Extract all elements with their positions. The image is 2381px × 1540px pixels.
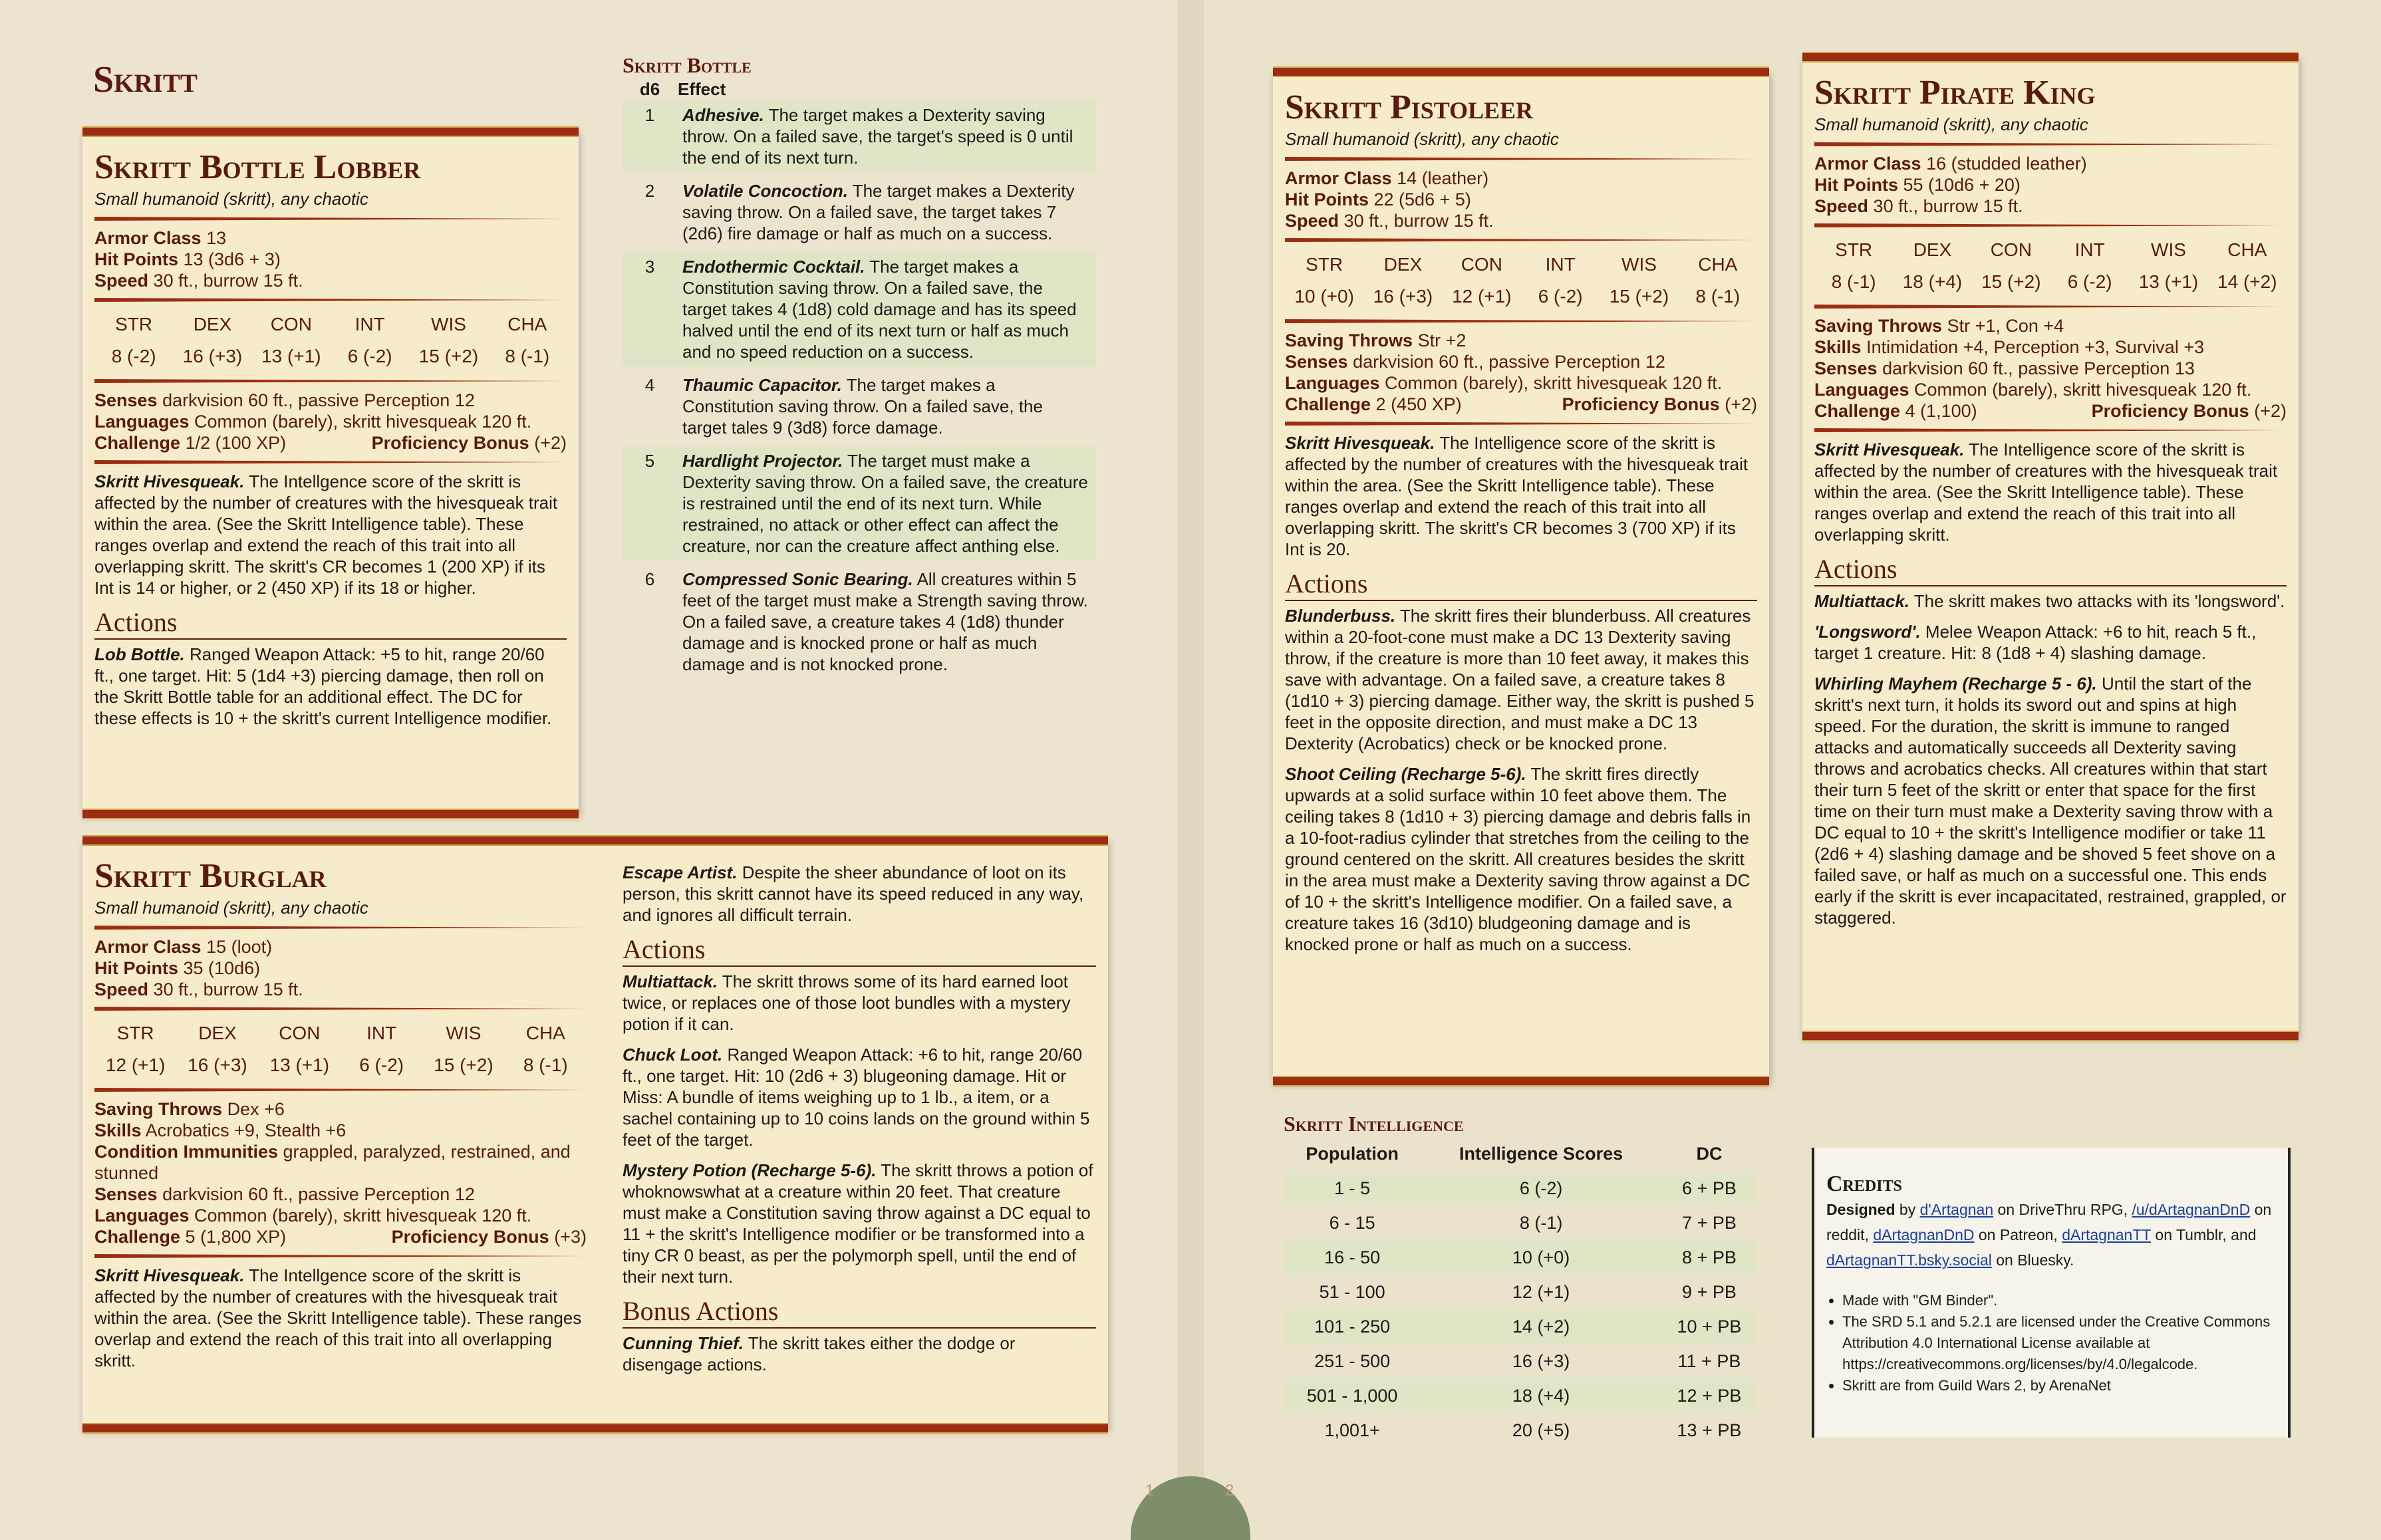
table-row: 16 - 50 10 (+0) 8 + PB xyxy=(1284,1240,1757,1275)
credit-bullet: • The SRD 5.1 and 5.2.1 are licensed under the Creative Commons Attribution 4.0 International License available at https://creativecommons.org/licenses/by/4.0/legalcode. xyxy=(1842,1311,2276,1375)
ability-scores: 8 (-2) 16 (+3) 13 (+1) 6 (-2) 15 (+2) 8 (-1) xyxy=(111,346,550,366)
monster-name: Skritt Bottle Lobber xyxy=(94,148,421,186)
statblock-burglar: Skritt Burglar Small humanoid (skritt), any chaotic Armor Class 15 (loot) Hit Points 35 (10d6) Speed 30 ft., burrow 15 ft. STR DEX CON INT WIS CHA 12 (+1) 16 (+3) 13 (+1) 6 (-2) 15 (+2) 8 (-1) Saving Throws Dex +6 Skills Acrobatics +9, Stealth +6 Condition Immunities grappled, paralyzed, restrained, and stunned Senses darkvision 60 ft., passive Perception 12 Languages Common (barely), skritt hivesqueak 120 ft. Challenge 5 (1,800 XP) Proficiency Bonus (+3) Skritt Hivesqueak. The Intellgence score of the skritt is affected by the number of creatures with the hivesqueak trait within the area. (See the Skritt Intelligence table). These ranges overlap and extend the reach of this trait into all overlapping skritt. Escape Artist. Despite the sheer abundance of loot on its person, this skritt cannot have its speed reduced in any way, and ignores all difficult terrain. Actions Multiattack. The skritt throws some of its hard earned loot twice, or replaces one of those loot bundles with a mystery potion if it can. Chuck Loot. Ranged Weapon Attack: +6 to hit, range 20/60 ft., one target. Hit: 10 (2d6 + 3) blugeoning damage. Hit or Miss: A bundle of items weighing up to 1 lb., a item, or a sachel containing up to 10 coins lands on the ground within 5 feet of the target. Mystery Potion (Recharge 5-6). The skritt throws a potion of whoknowswhat at a creature within 20 feet. That creature must make a Constitution saving throw against a DC equal to 11 + the skritt's Intelligence modifier or be transformed into a tiny CR 0 beast, as per the polymorph spell, until the end of their next turn. Bonus Actions Cunning Thief. The skritt takes either the dodge or disengage actions. xyxy=(82,839,1108,1430)
table-row: 4 Thaumic Capacitor. The target makes a Constitution saving throw. On a failed save, the target tales 9 (3d8) force damage. xyxy=(644,375,1043,438)
link-bluesky[interactable]: dArtagnanTT.bsky.social xyxy=(1826,1251,1992,1269)
table-row: 2 Volatile Concoction. The target makes a Dexterity saving throw. On a failed save, the target takes 7 (2d6) fire damage or half as much on a success. xyxy=(644,181,1075,243)
link-patreon[interactable]: dArtagnanDnD xyxy=(1873,1226,1975,1243)
statblock-pirate-king: Skritt Pirate King Small humanoid (skritt), any chaotic Armor Class 16 (studded leather) Hit Points 55 (10d6 + 20) Speed 30 ft., burrow 15 ft. STR DEX CON INT WIS CHA 8 (-1) 18 (+4) 15 (+2) 6 (-2) 13 (+1) 14 (+2) Saving Throws Str +1, Con +4 Skills Intimidation +4, Perception +3, Survival +3 Senses darkvision 60 ft., passive Perception 13 Languages Common (barely), skritt hivesqueak 120 ft. Challenge 4 (1,100) Proficiency Bonus (+2) Skritt Hivesqueak. The Intelligence score of the skritt is affected by the number of creatures with the hivesqueak trait within the area. (See the Skritt Intelligence table). These ranges overlap and extend the reach of this trait into all overlapping skritt. Actions Multiattack. The skritt makes two attacks with its 'longsword'. 'Longsword'. Melee Weapon Attack: +6 to hit, reach 5 ft., target 1 creature. Hit: 8 (1d8 + 4) slashing damage. Whirling Mayhem (Recharge 5 - 6). Until the start of the skritt's next turn, it holds its sword out and spins at high speed. For the duration, the skritt is immune to ranged attacks and automatically succeeds all Dexterity saving throws and acrobatics checks. All creatures within that start their turn 5 feet of the skritt or enter that space for the first time on their turn must make a Dexterity saving throw with a DC equal to 10 + the skritt's Intelligence modifier or take 11 (2d6 + 4) slashing damage and be shoved 5 feet shove on a failed save, or half as much on a successful one. This ends early if the skritt is ever incapacitated, restrained, grappled, or staggered. xyxy=(1802,56,2299,1037)
speed: 30 ft., burrow 15 ft. xyxy=(153,271,303,291)
statblock-pistoleer: Skritt Pistoleer Small humanoid (skritt), any chaotic Armor Class 14 (leather) Hit Points 22 (5d6 + 5) Speed 30 ft., burrow 15 ft. STR DEX CON INT WIS CHA 10 (+0) 16 (+3) 12 (+1) 6 (-2) 15 (+2) 8 (-1) Saving Throws Str +2 Senses darkvision 60 ft., passive Perception 12 Languages Common (barely), skritt hivesqueak 120 ft. Challenge 2 (450 XP) Proficiency Bonus (+2) Skritt Hivesqueak. The Intelligence score of the skritt is affected by the number of creatures with the hivesqueak trait within the area. (See the Skritt Intelligence table). These ranges overlap and extend the reach of this trait into all overlapping skritt. The skritt's CR becomes 3 (700 XP) if its Int is 20. Actions Blunderbuss. The skritt fires their blunderbuss. All creatures within a 20-foot-cone must make a DC 13 Dexterity saving throw, if the creature is more than 10 feet away, it makes this save with advantage. On a failed save, a creature takes 8 (1d10 + 3) piercing damage. Either way, the skritt is pushed 5 feet in the opposite direction, and must make a DC 13 Dexterity (Acrobatics) check or be knocked prone. Shoot Ceiling (Recharge 5-6). The skritt fires directly upwards at a solid surface within 10 feet above them. The ceiling takes 8 (1d10 + 3) piercing damage and debris falls in a 10-foot-radius cylinder that stretches from the ceiling to the ground centered on the skritt. All creatures besides the skritt in the area must make a Dexterity saving throw against a DC of 10 + the skritt's Intelligence modifier. On a failed save, a creature takes 16 (3d10) bludgeoning damage and is knocked prone or half as much on a success. xyxy=(1273,70,1769,1083)
monster-type: Small humanoid (skritt), any chaotic xyxy=(94,189,368,209)
link-reddit[interactable]: /u/dArtagnanDnD xyxy=(2132,1201,2251,1218)
hit-points: 13 (3d6 + 3) xyxy=(183,249,281,269)
page-title: Skritt xyxy=(93,59,198,100)
armor-class: 13 xyxy=(206,228,227,248)
ability-headers: STR DEX CON INT WIS CHA xyxy=(115,314,547,334)
skritt-intelligence-table: Skritt Intelligence Population Intelligence Scores DC 1 - 5 6 (-2) 6 + PB 6 - 15 8 (-1) 7 + PB 16 - 50 10 (+0) 8 + PB 51 - 100 12 (+1) 9 + PB 101 - 250 14 (+2) 10 + PB 251 - 500 16 (+3) 11 + PB 501 - 1,000 18 (+4) 12 + PB 1,001+ 20 (+5) 13 + PB xyxy=(1284,1112,1757,1448)
credit-bullet: • Skritt are from Guild Wars 2, by ArenaNet xyxy=(1842,1375,2276,1396)
page-number-1: 1 xyxy=(1145,1481,1155,1499)
link-dartagnan[interactable]: d'Artagnan xyxy=(1919,1201,1994,1218)
table-row: 101 - 250 14 (+2) 10 + PB xyxy=(1284,1309,1757,1344)
table-row: 501 - 1,000 18 (+4) 12 + PB xyxy=(1284,1378,1757,1413)
skritt-bottle-table: Skritt Bottle d6 Effect 1 Adhesive. The target makes a Dexterity saving throw. On a failed save, the target's speed is 0 until the end of its next turn. 2 Volatile Concoction. The target makes a Dexterity saving throw. On a failed save, the target takes 7 (2d6) fire damage or half as much on a success. 3 Endothermic Cocktail. The target makes a Constitution saving throw. On a failed save, the target takes 4 (1d8) cold damage and has its speed halved until the end of its next turn or half as much and no speed reduction on a success. 4 Thaumic Capacitor. The target makes a Constitution saving throw. On a failed save, the target tales 9 (3d8) force damage. 5 Hardlight Projector. The target must make a Dexterity saving throw. On a failed save, the creature is restrained until the end of its next turn. While restrained, no attack or other effect can affect the creature, nor can the creature affect anthing else. 6 Compressed Sonic Bearing. All creatures within 5 feet of the target must make a Strength saving throw. On a failed save, a creature takes 4 (1d8) thunder damage and is knocked prone or half as much damage and is not knocked prone. xyxy=(623,53,1096,683)
link-tumblr[interactable]: dArtagnanTT xyxy=(2062,1226,2152,1243)
action-lob-bottle: Lob Bottle. Ranged Weapon Attack: +5 to hit, range 20/60 ft., one target. Hit: 5 (1d4 +3) piercing damage, then roll on the Skritt Bottle table for an additional effect. The DC for these effects is 10 + the skritt's current Intelligence modifier. xyxy=(94,644,552,728)
credit-bullet: • Made with "GM Binder". xyxy=(1842,1290,2276,1311)
table-row: 251 - 500 16 (+3) 11 + PB xyxy=(1314,1351,1741,1371)
credits-box: Credits Designed by d'Artagnan on DriveThru RPG, /u/dArtagnanDnD on reddit, dArtagnanDnD on Patreon, dArtagnanTT on Tumblr, and dArtagnanTT.bsky.social on Bluesky. • Made with "GM Binder". • The SRD 5.1 and 5.2.1 are licensed under the Creative Commons Attribution 4.0 International License available at https://creativecommons.org/licenses/by/4.0/legalcode. • Skritt are from Guild Wars 2, by ArenaNet xyxy=(1812,1148,2291,1438)
actions-header: Actions xyxy=(94,606,567,640)
page-number-2: 2 xyxy=(1225,1481,1234,1499)
table-row: 6 - 15 8 (-1) 7 + PB xyxy=(1329,1213,1737,1233)
table-row: 6 Compressed Sonic Bearing. All creatures within 5 feet of the target must make a Strength saving throw. On a failed save, a creature takes 4 (1d8) thunder damage and is knocked prone or half as much damage and is not knocked prone. xyxy=(644,569,1088,674)
table-row: 5 Hardlight Projector. The target must make a Dexterity saving throw. On a failed save, the creature is restrained until the end of its next turn. While restrained, no attack or other effect can affect the creature, nor can the creature affect anthing else. xyxy=(623,446,1096,561)
table-row: 51 - 100 12 (+1) 9 + PB xyxy=(1319,1282,1737,1302)
table-row: 3 Endothermic Cocktail. The target makes a Constitution saving throw. On a failed save, the target takes 4 (1d8) cold damage and has its speed halved until the end of its next turn or half as much and no speed reduction on a success. xyxy=(623,252,1096,366)
table-row: 1 - 5 6 (-2) 6 + PB xyxy=(1284,1171,1757,1206)
credits-title: Credits xyxy=(1826,1172,1902,1196)
page-gutter xyxy=(1177,0,1204,1540)
trait-hivesqueak: Skritt Hivesqueak. The Intellgence score of the skritt is affected by the number of creatures with the hivesqueak trait within the area. (See the Skritt Intelligence table). These ranges overlap and extend the reach of this trait into all overlapping skritt. The skritt's CR becomes 1 (200 XP) if its Int is 14 or higher, or 2 (450 XP) if its 18 or higher. xyxy=(94,471,558,598)
statblock-bottle-lobber: Skritt Bottle Lobber Small humanoid (skritt), any chaotic Armor Class 13 Hit Points 13 (3d6 + 3) Speed 30 ft., burrow 15 ft. STR DEX CON INT WIS CHA 8 (-2) 16 (+3) 13 (+1) 6 (-2) 15 (+2) 8 (-1) Senses darkvision 60 ft., passive Perception 12 Languages Common (barely), skritt hivesqueak 120 ft. Challenge 1/2 (100 XP) Proficiency Bonus (+2) Skritt Hivesqueak. The Intellgence score of the skritt is affected by the number of creatures with the hivesqueak trait within the area. (See the Skritt Intelligence table). These ranges overlap and extend the reach of this trait into all overlapping skritt. The skritt's CR becomes 1 (200 XP) if its Int is 14 or higher, or 2 (450 XP) if its 18 or higher. Actions Lob Bottle. Ranged Weapon Attack: +5 to hit, range 20/60 ft., one target. Hit: 5 (1d4 +3) piercing damage, then roll on the Skritt Bottle table for an additional effect. The DC for these effects is 10 + the skritt's current Intelligence modifier. xyxy=(82,130,579,815)
table-row: 1 Adhesive. The target makes a Dexterity saving throw. On a failed save, the target's speed is 0 until the end of its next turn. xyxy=(623,100,1096,172)
table-row: 1,001+ 20 (+5) 13 + PB xyxy=(1324,1420,1742,1440)
